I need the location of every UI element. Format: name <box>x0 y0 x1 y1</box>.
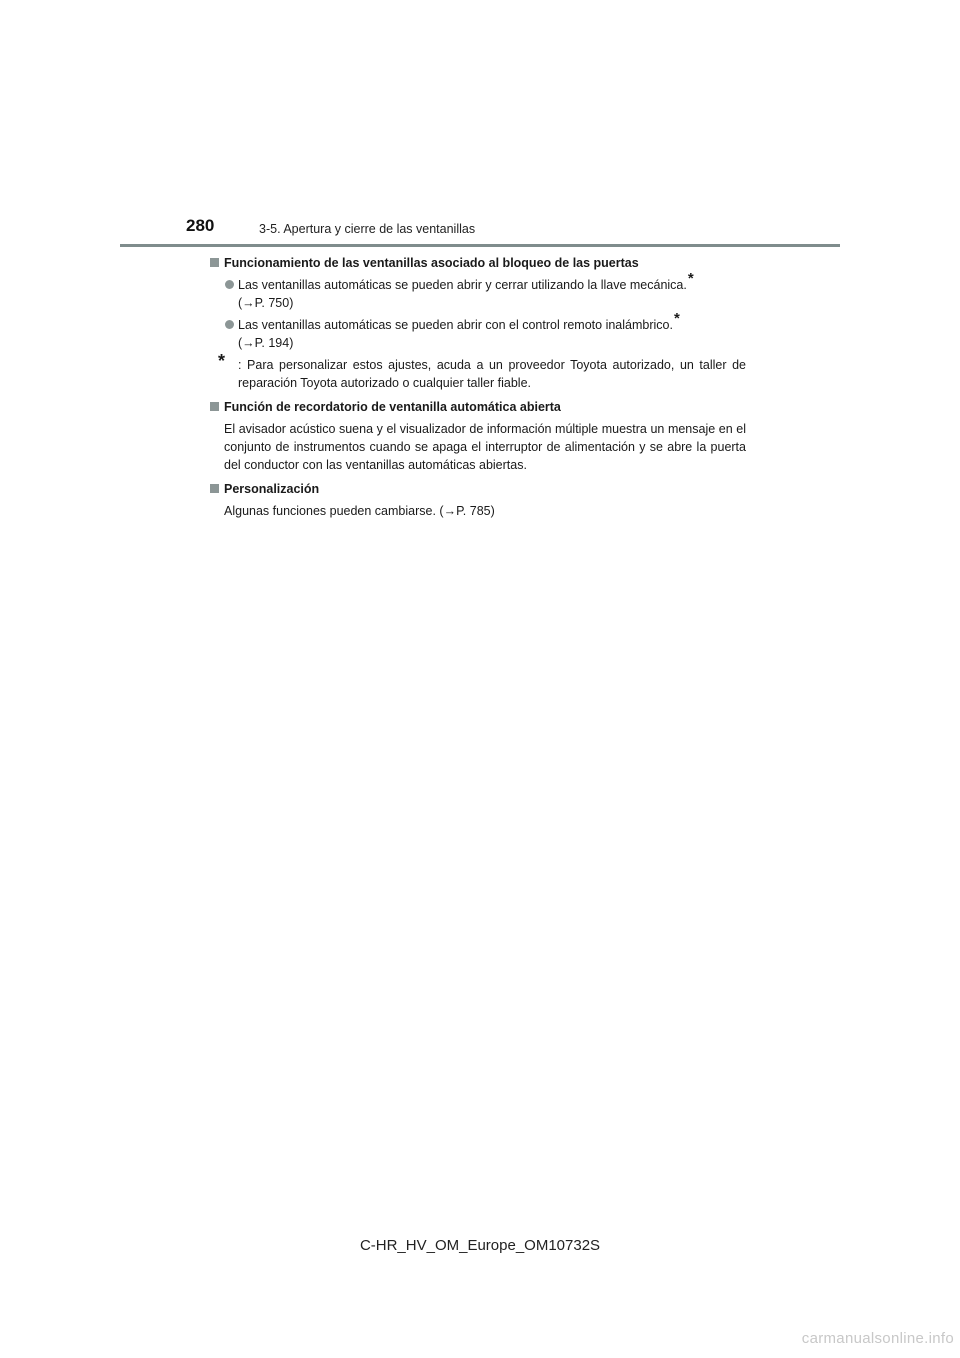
section-heading-text: Funcionamiento de las ventanillas asociado al bloqueo de las puertas <box>224 256 639 270</box>
circle-bullet-icon <box>225 280 234 289</box>
watermark: carmanualsonline.info <box>801 1330 954 1347</box>
page-reference-link[interactable]: (→P. 750) <box>238 296 294 310</box>
footnote-asterisk: * <box>218 351 226 371</box>
circle-bullet-icon <box>225 320 234 329</box>
section-heading-customization <box>210 480 746 498</box>
asterisk-mark: * <box>687 270 694 287</box>
footnote <box>210 351 746 392</box>
section-body: Algunas funciones pueden cambiarse. (→P. 785) <box>224 504 495 518</box>
page-number: 280 <box>186 216 215 235</box>
asterisk-mark: * <box>673 310 680 327</box>
footnote-text: : Para personalizar estos ajustes, acuda a un proveedor Toyota autorizado, un taller de reparación Toyota autorizado o cualquier taller fiable. <box>238 358 746 390</box>
list-item <box>210 270 746 312</box>
square-bullet-icon <box>210 484 219 493</box>
section-heading-reminder <box>210 398 746 416</box>
section-body: El avisador acústico suena y el visualizador de información múltiple muestra un mensaje en el conjunto de instrumentos cuando se apaga el interruptor de alimentación y se abre la puerta del conductor con las ventanillas automáticas abiertas. <box>224 422 746 472</box>
header-rule <box>120 244 840 247</box>
document-code: C-HR_HV_OM_Europe_OM10732S <box>359 1237 601 1254</box>
section-heading-text: Función de recordatorio de ventanilla automática abierta <box>224 400 561 414</box>
page-content <box>210 254 746 526</box>
list-item <box>210 310 746 352</box>
bullet-text: Las ventanillas automáticas se pueden abrir con el control remoto inalámbrico. <box>238 318 673 332</box>
page-reference-link[interactable]: (→P. 194) <box>238 336 294 350</box>
section-heading-door-lock <box>210 254 746 272</box>
square-bullet-icon <box>210 402 219 411</box>
chapter-title: 3-5. Apertura y cierre de las ventanillas <box>259 222 476 236</box>
square-bullet-icon <box>210 258 219 267</box>
section-heading-text: Personalización <box>224 482 320 496</box>
bullet-text: Las ventanillas automáticas se pueden abrir y cerrar utilizando la llave mecánica. <box>238 278 687 292</box>
